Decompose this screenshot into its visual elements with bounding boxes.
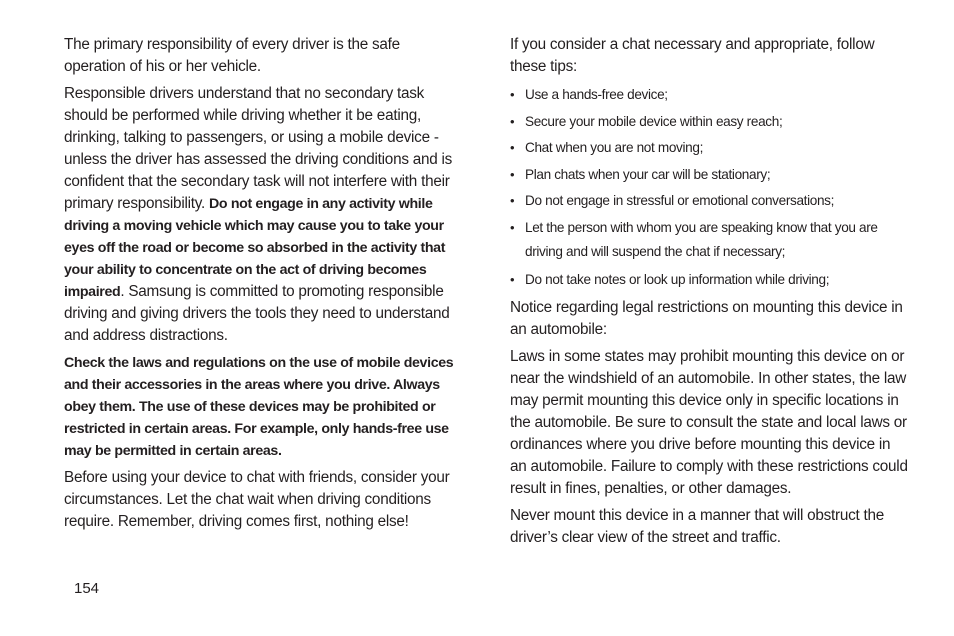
paragraph-mounting-laws: Laws in some states may prohibit mounting this device on or near the windshield of an automobile. In other states, the law may permit mounting this device only in specific locations in the automobile. Be sure to consult the state and local laws or ordinances where you drive before mounting this device in an automobile. Failure to comply with these restrictions could result in fines, penalties, or other damages.	[510, 347, 908, 497]
list-item	[510, 163, 910, 186]
bullet-icon: •	[510, 271, 515, 287]
paragraph-chat-circumstances: Before using your device to chat with friends, consider your circumstances. Let the chat wait when driving conditions require. Remember, driving comes first, nothing else!	[64, 469, 450, 530]
paragraph-chat-intro: If you consider a chat necessary and appropriate, follow these tips:	[510, 36, 875, 75]
bullet-icon: •	[510, 140, 515, 156]
paragraph-never-obstruct: Never mount this device in a manner that will obstruct the driver’s clear view of the street and traffic.	[510, 506, 885, 546]
paragraph-mounting-notice: Notice regarding legal restrictions on mounting this device in an automobile:	[510, 298, 903, 338]
tip-text: Secure your mobile device within easy reach;	[525, 113, 783, 129]
distraction-warning-bold: Do not engage in any activity while driving a moving vehicle which may cause you to take your eyes off the road or become so absorbed in the activity that your ability to concentrate on the act of driving becomes impaired	[64, 196, 446, 300]
tip-text: Plan chats when your car will be stationary;	[525, 166, 771, 182]
bullet-icon: •	[510, 193, 515, 209]
bullet-icon: •	[510, 113, 515, 129]
list-item	[510, 216, 910, 264]
bullet-icon: •	[510, 87, 515, 102]
tip-text: Do not engage in stressful or emotional conversations;	[525, 193, 835, 209]
samsung-commitment-text: . Samsung is committed to promoting responsible driving and giving drivers the tools they need to understand and address distractions.	[64, 283, 450, 344]
page-number: 154	[74, 580, 100, 597]
bullet-icon: •	[510, 166, 515, 182]
list-item	[510, 110, 910, 133]
tip-text: Do not take notes or look up information while driving;	[525, 271, 830, 287]
paragraph-secondary-tasks	[64, 83, 464, 347]
tip-text: Chat when you are not moving;	[525, 140, 704, 156]
left-column	[64, 34, 464, 538]
secondary-tasks-text: Responsible drivers understand that no secondary task should be performed while driving whether it be eating, drinking, talking to passengers, or using a mobile device - unless the driver has assessed the driving conditions and is confident that the secondary task will not interfere with their primary responsibility.	[64, 85, 453, 212]
list-item	[510, 268, 910, 291]
tip-text: Let the person with whom you are speaking know that you are driving and will suspend the chat if necessary;	[525, 219, 878, 259]
paragraph-laws-regulations: Check the laws and regulations on the use of mobile devices and their accessories in the areas where you drive. Always obey them. The use of these devices may be prohibited or restricted in certain areas. For example, only hands-free use may be permitted in certain areas.	[64, 355, 454, 459]
list-item	[510, 136, 910, 159]
tip-text: Use a hands-free device;	[525, 87, 668, 102]
list-item	[510, 83, 910, 106]
bullet-icon: •	[510, 219, 515, 235]
right-column	[510, 34, 910, 554]
list-item	[510, 189, 910, 212]
chat-tips-list	[510, 83, 910, 291]
paragraph-driver-responsibility: The primary responsibility of every driver is the safe operation of his or her vehicle.	[64, 36, 400, 75]
